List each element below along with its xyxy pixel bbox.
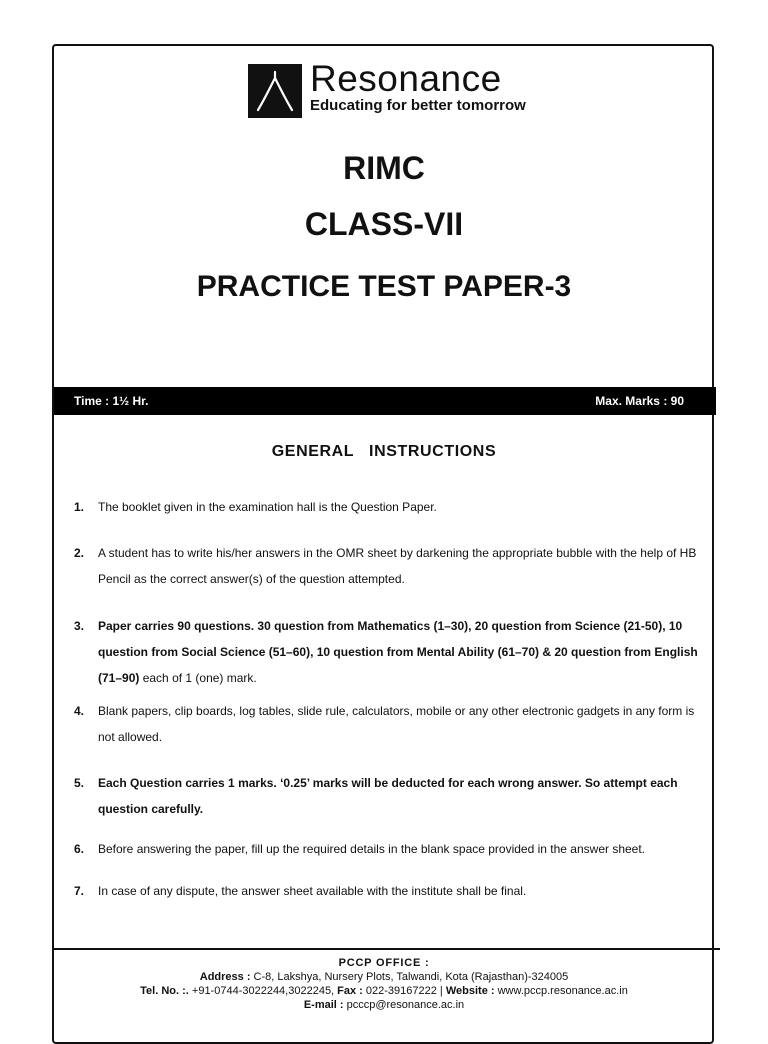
instruction-number: 6. bbox=[74, 842, 85, 856]
instruction-item bbox=[74, 836, 700, 862]
resonance-logo bbox=[248, 58, 548, 120]
instruction-item bbox=[74, 613, 700, 691]
instruction-text: Blank papers, clip boards, log tables, slide rule, calculators, mobile or any other electronic gadgets in any form is not allowed. bbox=[98, 704, 695, 744]
address-value: C-8, Lakshya, Nursery Plots, Talwandi, Kota (Rajasthan)-324005 bbox=[250, 971, 569, 983]
instruction-number: 3. bbox=[74, 619, 85, 633]
tel-value: +91-0744-3022244,3022245, bbox=[188, 985, 338, 997]
fax-label: Fax : bbox=[337, 985, 363, 997]
address-label: Address : bbox=[199, 971, 251, 983]
instruction-number: 4. bbox=[74, 704, 85, 718]
instruction-text bbox=[98, 613, 700, 691]
info-bar bbox=[54, 387, 716, 415]
instruction-text: Before answering the paper, fill up the required details in the blank space provided in the answer sheet. bbox=[98, 842, 646, 856]
paper-title: PRACTICE TEST PAPER-3 bbox=[196, 270, 572, 303]
resonance-logo-icon bbox=[248, 64, 302, 118]
fax-value: 022-39167222 | bbox=[362, 985, 446, 997]
max-marks-label: Max. Marks : 90 bbox=[595, 394, 684, 408]
footer-office-title: PCCP OFFICE : bbox=[338, 957, 430, 969]
website-label: Website : bbox=[445, 985, 495, 997]
exam-title: RIMC bbox=[343, 150, 425, 186]
instructions-heading: GENERAL INSTRUCTIONS bbox=[271, 443, 497, 460]
instruction-plain-text: each of 1 (one) mark. bbox=[139, 671, 257, 685]
logo-name: Resonance bbox=[310, 58, 502, 99]
email-link[interactable]: pcccp@resonance.ac.in bbox=[343, 999, 465, 1011]
instruction-number: 5. bbox=[74, 776, 85, 790]
website-link[interactable]: www.pccp.resonance.ac.in bbox=[494, 985, 628, 997]
email-label: E-mail : bbox=[303, 999, 344, 1011]
footer-contact bbox=[0, 985, 768, 997]
time-label: Time : 1½ Hr. bbox=[74, 394, 149, 408]
class-title: CLASS-VII bbox=[304, 206, 464, 242]
instruction-text: Each Question carries 1 marks. ‘0.25’ marks will be deducted for each wrong answer. So attempt each question carefully. bbox=[98, 776, 678, 816]
instruction-number: 2. bbox=[74, 546, 85, 560]
instruction-number: 1. bbox=[74, 500, 85, 514]
instruction-item bbox=[74, 878, 700, 904]
footer-email bbox=[0, 999, 768, 1011]
instruction-bold-text: Paper carries 90 questions. 30 question from Mathematics (1–30), 20 question from Science (21-50), 10 question from Social Science (51–60), 10 question from Mental Ability (61–70) & 20 question from English (71–90) bbox=[98, 619, 698, 685]
footer-address bbox=[0, 971, 768, 983]
instruction-number: 7. bbox=[74, 884, 85, 898]
instruction-text: In case of any dispute, the answer sheet available with the institute shall be final. bbox=[98, 884, 527, 898]
logo-tagline: Educating for better tomorrow bbox=[310, 97, 526, 114]
instruction-item bbox=[74, 698, 700, 750]
instruction-text: A student has to write his/her answers in the OMR sheet by darkening the appropriate bubble with the help of HB Pencil as the correct answer(s) of the question attempted. bbox=[98, 546, 697, 586]
instruction-item bbox=[74, 770, 700, 822]
instruction-item bbox=[74, 494, 700, 520]
instruction-text: The booklet given in the examination hall is the Question Paper. bbox=[98, 500, 437, 514]
tel-label: Tel. No. :. bbox=[140, 985, 189, 997]
instruction-item bbox=[74, 540, 700, 592]
footer-divider bbox=[52, 948, 720, 950]
